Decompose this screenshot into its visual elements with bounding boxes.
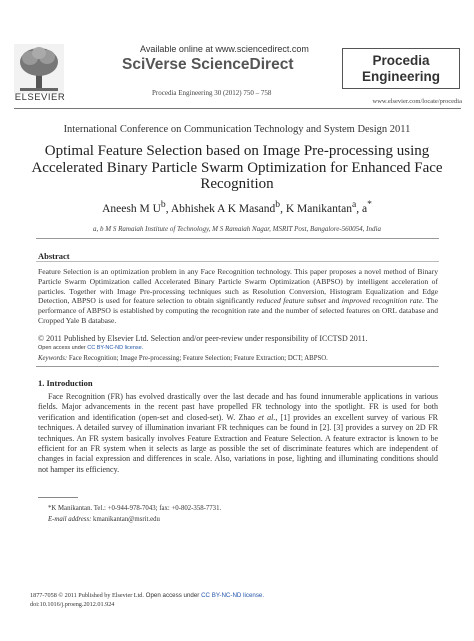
introduction-body: [38, 392, 438, 475]
sciverse-logo-text: SciVerse ScienceDirect: [122, 56, 294, 73]
open-access-prefix: Open access under: [38, 345, 88, 351]
abstract-heading: Abstract: [38, 251, 70, 261]
corresponding-marker: *: [367, 199, 372, 210]
author-separator: , a: [356, 202, 368, 215]
journal-title-line2: Engineering: [361, 69, 440, 84]
available-online-text: Available online at www.sciencedirect.com: [140, 44, 309, 54]
author-name: Aneesh M U: [102, 202, 161, 215]
license-link[interactable]: CC BY-NC-ND license.: [87, 345, 144, 351]
author-superscript: b: [160, 199, 166, 210]
keywords: [38, 355, 438, 362]
volume-info: Procedia Engineering 30 (2012) 750 – 758: [152, 89, 272, 97]
issn-line: [30, 592, 264, 599]
intro-emphasis: et al.: [258, 412, 276, 422]
author-list: [0, 199, 474, 215]
section-divider: [36, 261, 439, 262]
journal-title-line1: Procedia: [372, 53, 430, 68]
abstract-text: . The performance of ABPSO is established by computing the recognition rate and the number of selected features on ORL database and Cropped Yale B database.: [38, 296, 439, 325]
copyright-notice: © 2011 Published by Elsevier Ltd. Selection and/or peer-review under responsibility of ICCTSD 2011.: [38, 334, 368, 343]
introduction-heading: 1. Introduction: [38, 378, 93, 388]
journal-url[interactable]: www.elsevier.com/locate/procedia: [372, 98, 462, 105]
conference-name: International Conference on Communication Technology and System Design 2011: [63, 124, 411, 135]
abstract-emphasis: reduced feature subset: [256, 296, 326, 306]
keywords-label: Keywords:: [38, 355, 68, 362]
author-superscript: a: [351, 199, 357, 210]
author-name: Abhishek A K Masand: [170, 202, 276, 215]
email-address[interactable]: kmanikantan@msrit.edu: [91, 516, 160, 523]
abstract-text: Feature Selection is an optimization problem in any Face Recognition technology. This paper proposes a novel method of Binary Particle Swarm Optimization called Accelerated Binary Particle Swarm Optimization (ABPSO) by intelligent acceleration of particles. Together with Image Pre-processing techniques such as Resolution Conversion, Histogram Equalization and Edge Detection, ABPSO is used for feature selection to obtain significantly: [38, 267, 438, 306]
section-divider: [36, 366, 439, 367]
open-access-text: Open access under: [143, 592, 202, 599]
paper-title: Optimal Feature Selection based on Image Pre-processing using Accelerated Binary Particle Swarm Optimization for Enhanced Face Recognition: [31, 143, 443, 192]
author-separator: ,: [280, 202, 286, 215]
footer-license-link[interactable]: CC BY-NC-ND license.: [201, 592, 265, 599]
intro-text: Face Recognition (FR) has evolved drastically over the last decade and has found innumerable applications in various fields. Major advancements in the recent past have propelled FR technology into the spotlight. FR is used for both verification and identification (open-set and closed-set). W. Zhao: [38, 392, 438, 422]
publisher-name: ELSEVIER: [14, 92, 66, 103]
footnote-divider: [38, 497, 78, 498]
author-name: K Manikantan: [285, 202, 352, 215]
section-divider: [36, 238, 439, 239]
journal-title-box: [342, 48, 460, 89]
abstract-emphasis: improved recognition rate: [341, 296, 423, 306]
email-footnote: [48, 516, 160, 523]
doi-line[interactable]: doi:10.1016/j.proeng.2012.01.924: [30, 601, 115, 608]
keywords-text: Face Recognition; Image Pre-processing; Feature Selection; Feature Extraction; DCT; ABPSO.: [67, 355, 328, 362]
abstract-text: and: [325, 296, 342, 306]
elsevier-tree-logo: [14, 44, 64, 94]
author-separator: ,: [165, 202, 171, 215]
header-divider: [14, 108, 461, 109]
corresponding-author-footnote: *K Manikantan. Tel.: +0-944-978-7043; fax: +0-802-358-7731.: [48, 505, 222, 512]
abstract-body: [38, 267, 438, 326]
issn-text: 1877-7058 © 2011 Published by Elsevier Ltd.: [30, 592, 144, 599]
open-access-note: [38, 345, 143, 351]
affiliation: a, b M S Ramaiah Institute of Technology, M S Ramaiah Nagar, MSRIT Post, Bangalore-560054, India: [93, 225, 381, 233]
intro-text: , [1] provides an excellent survey of various FR techniques. A detailed survey of illumination invariant FR techniques can be found in [2]. [3] provides a survey on 2D FR techniques. An FR system basically involves Feature Extraction and Feature Selection. A feature extractor is known to be efficient for an FR system when it selects as large as possible the set of discriminate features which are independent of changes in facial expression and differences in scale. Also, variations in pose, lighting and illuminating conditions should not hamper its efficiency.: [38, 412, 438, 474]
author-superscript: b: [275, 199, 281, 210]
email-label: E-mail address:: [48, 516, 92, 523]
